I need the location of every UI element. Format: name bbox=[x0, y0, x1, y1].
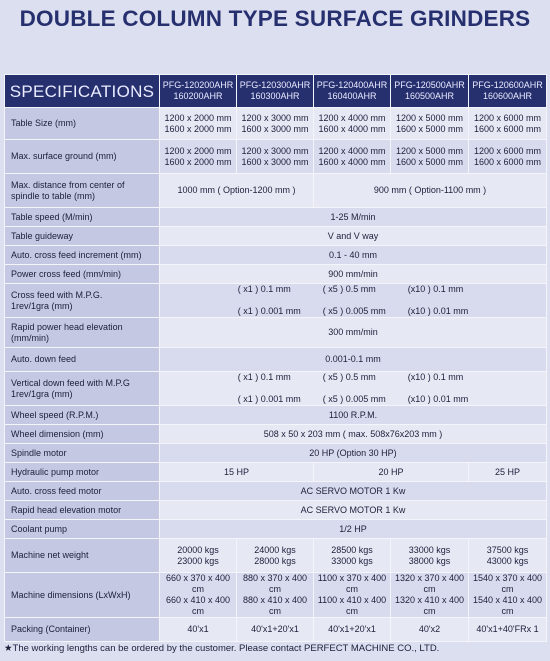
cell: 15 HP bbox=[160, 463, 314, 482]
row-label: Auto. down feed bbox=[5, 348, 160, 372]
table-row bbox=[5, 208, 547, 227]
cell: 37500 kgs 43000 kgs bbox=[469, 539, 547, 573]
cell: 20 HP (Option 30 HP) bbox=[160, 444, 547, 463]
table-row bbox=[5, 463, 547, 482]
table-row bbox=[5, 573, 547, 618]
cell: 1200 x 2000 mm 1600 x 2000 mm bbox=[160, 140, 237, 174]
table-row bbox=[5, 246, 547, 265]
row-label: Max. distance from center of spindle to table (mm) bbox=[5, 174, 160, 208]
table-row bbox=[5, 108, 547, 140]
table-row bbox=[5, 265, 547, 284]
table-row bbox=[5, 318, 547, 348]
table-row bbox=[5, 174, 547, 208]
footnote: ★The working lengths can be ordered by the customer. Please contact PERFECT MACHINE CO., LTD. bbox=[4, 643, 440, 654]
cell: V and V way bbox=[160, 227, 547, 246]
cell: 40'x2 bbox=[391, 618, 469, 642]
table-row bbox=[5, 539, 547, 573]
cell: 1200 x 4000 mm 1600 x 4000 mm bbox=[314, 140, 391, 174]
row-label: Wheel dimension (mm) bbox=[5, 425, 160, 444]
row-label: Auto. cross feed increment (mm) bbox=[5, 246, 160, 265]
table-row bbox=[5, 618, 547, 642]
row-label: Power cross feed (mm/min) bbox=[5, 265, 160, 284]
cell: 1200 x 6000 mm 1600 x 6000 mm bbox=[469, 140, 547, 174]
cell: 1200 x 4000 mm 1600 x 4000 mm bbox=[314, 108, 391, 140]
model-header: PFG-120600AHR 160600AHR bbox=[469, 75, 547, 108]
cell: 660 x 370 x 400 cm 660 x 410 x 400 cm bbox=[160, 573, 237, 618]
cell: 28500 kgs 33000 kgs bbox=[314, 539, 391, 573]
row-label: Spindle motor bbox=[5, 444, 160, 463]
model-header: PFG-120500AHR 160500AHR bbox=[391, 75, 469, 108]
cell: AC SERVO MOTOR 1 Kw bbox=[160, 501, 547, 520]
cell: 1540 x 370 x 400 cm 1540 x 410 x 400 cm bbox=[469, 573, 547, 618]
cell: 880 x 370 x 400 cm 880 x 410 x 400 cm bbox=[237, 573, 314, 618]
cell: 40'x1+20'x1 bbox=[237, 618, 314, 642]
cell: 25 HP bbox=[469, 463, 547, 482]
spec-table bbox=[4, 74, 547, 642]
table-row bbox=[5, 140, 547, 174]
cell: ( x1 ) 0.1 mm ( x1 ) 0.001 mm ( x5 ) 0.5 mm ( x5 ) 0.005 mm (x10 ) 0.1 mm (x10 ) 0.01 mm bbox=[160, 372, 547, 406]
spec-header: SPECIFICATIONS bbox=[5, 75, 160, 108]
table-row bbox=[5, 406, 547, 425]
table-row bbox=[5, 348, 547, 372]
cell: 900 mm ( Option-1100 mm ) bbox=[314, 174, 547, 208]
row-label: Cross feed with M.P.G. 1rev/1gra (mm) bbox=[5, 284, 160, 318]
row-label: Machine dimensions (LxWxH) bbox=[5, 573, 160, 618]
row-label: Table guideway bbox=[5, 227, 160, 246]
row-label: Max. surface ground (mm) bbox=[5, 140, 160, 174]
cell: 0.001-0.1 mm bbox=[160, 348, 547, 372]
table-row bbox=[5, 501, 547, 520]
cell: 1200 x 3000 mm 1600 x 3000 mm bbox=[237, 108, 314, 140]
cell: 1320 x 370 x 400 cm 1320 x 410 x 400 cm bbox=[391, 573, 469, 618]
cell: 1000 mm ( Option-1200 mm ) bbox=[160, 174, 314, 208]
row-label: Table Size (mm) bbox=[5, 108, 160, 140]
model-header: PFG-120400AHR 160400AHR bbox=[314, 75, 391, 108]
table-row bbox=[5, 425, 547, 444]
cell: 20000 kgs 23000 kgs bbox=[160, 539, 237, 573]
cell: 1200 x 5000 mm 1600 x 5000 mm bbox=[391, 108, 469, 140]
cell: 33000 kgs 38000 kgs bbox=[391, 539, 469, 573]
row-label: Coolant pump bbox=[5, 520, 160, 539]
cell: 1200 x 2000 mm 1600 x 2000 mm bbox=[160, 108, 237, 140]
row-label: Machine net weight bbox=[5, 539, 160, 573]
model-header: PFG-120200AHR 160200AHR bbox=[160, 75, 237, 108]
table-row bbox=[5, 227, 547, 246]
row-label: Hydraulic pump motor bbox=[5, 463, 160, 482]
cell: 1200 x 3000 mm 1600 x 3000 mm bbox=[237, 140, 314, 174]
header-row bbox=[5, 75, 547, 108]
model-header: PFG-120300AHR 160300AHR bbox=[237, 75, 314, 108]
cell: 508 x 50 x 203 mm ( max. 508x76x203 mm ) bbox=[160, 425, 547, 444]
row-label: Packing (Container) bbox=[5, 618, 160, 642]
cell: 40'x1 bbox=[160, 618, 237, 642]
row-label: Wheel speed (R.P.M.) bbox=[5, 406, 160, 425]
cell: 1200 x 6000 mm 1600 x 6000 mm bbox=[469, 108, 547, 140]
cell: 300 mm/min bbox=[160, 318, 547, 348]
row-label: Rapid head elevation motor bbox=[5, 501, 160, 520]
table-row bbox=[5, 372, 547, 406]
table-row bbox=[5, 520, 547, 539]
cell: 0.1 - 40 mm bbox=[160, 246, 547, 265]
row-label: Auto. cross feed motor bbox=[5, 482, 160, 501]
row-label: Rapid power head elevation (mm/min) bbox=[5, 318, 160, 348]
table-row bbox=[5, 444, 547, 463]
table-row bbox=[5, 482, 547, 501]
cell: 24000 kgs 28000 kgs bbox=[237, 539, 314, 573]
row-label: Vertical down feed with M.P.G 1rev/1gra (mm) bbox=[5, 372, 160, 406]
row-label: Table speed (M/min) bbox=[5, 208, 160, 227]
cell: 1200 x 5000 mm 1600 x 5000 mm bbox=[391, 140, 469, 174]
page-title: DOUBLE COLUMN TYPE SURFACE GRINDERS bbox=[19, 6, 531, 31]
cell: ( x1 ) 0.1 mm ( x1 ) 0.001 mm ( x5 ) 0.5 mm ( x5 ) 0.005 mm (x10 ) 0.1 mm (x10 ) 0.01 mm bbox=[160, 284, 547, 318]
cell: 1-25 M/min bbox=[160, 208, 547, 227]
cell: 900 mm/min bbox=[160, 265, 547, 284]
cell: AC SERVO MOTOR 1 Kw bbox=[160, 482, 547, 501]
cell: 1/2 HP bbox=[160, 520, 547, 539]
cell: 1100 R.P.M. bbox=[160, 406, 547, 425]
cell: 1100 x 370 x 400 cm 1100 x 410 x 400 cm bbox=[314, 573, 391, 618]
cell: 40'x1+20'x1 bbox=[314, 618, 391, 642]
cell: 20 HP bbox=[314, 463, 469, 482]
cell: 40'x1+40'FRx 1 bbox=[469, 618, 547, 642]
table-row bbox=[5, 284, 547, 318]
